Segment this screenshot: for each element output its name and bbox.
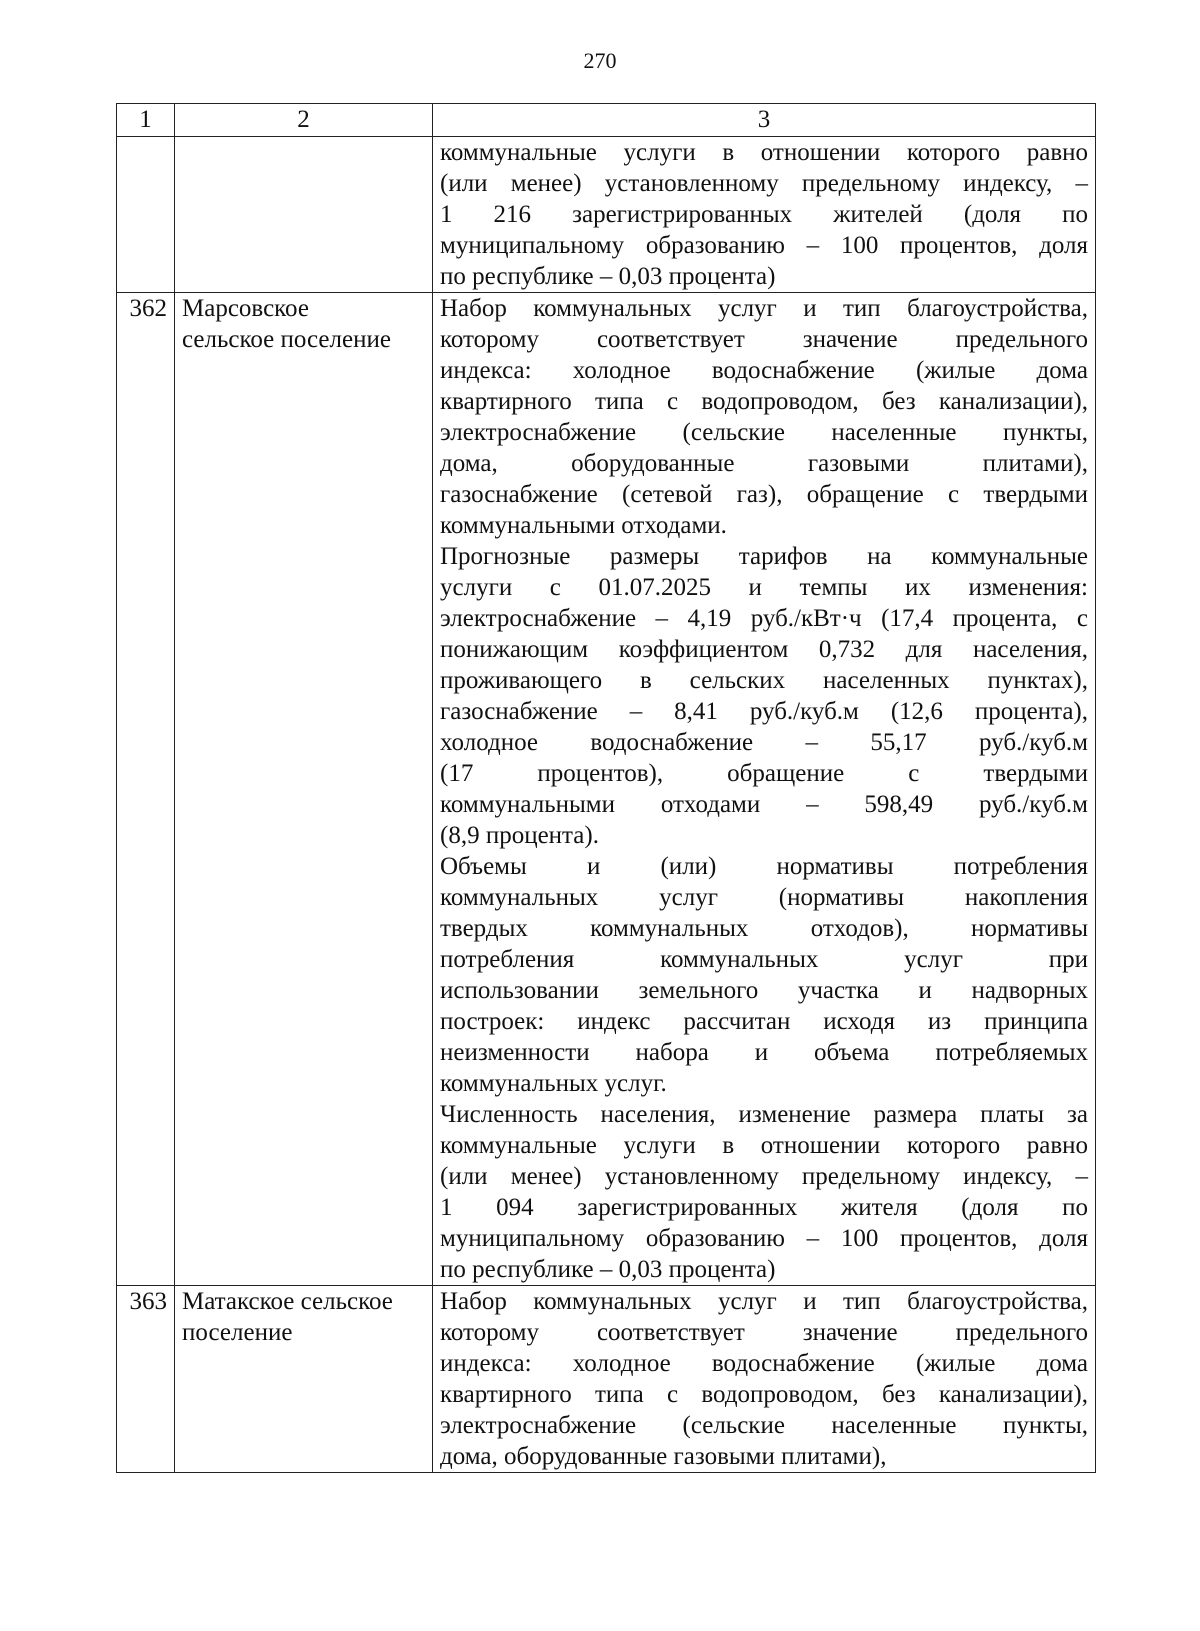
text-line: дома, оборудованные газовыми плитами), <box>440 1443 887 1470</box>
text-line: индекса: холодное водоснабжение (жилые дома <box>440 1350 1088 1377</box>
text-line: 1 094 зарегистрированных жителя (доля по <box>440 1194 1088 1221</box>
row-number: 362 <box>117 293 175 1286</box>
content-paragraph-population <box>440 1099 1088 1285</box>
text-line: использовании земельного участка и надворных <box>440 977 1088 1004</box>
text-line: (8,9 процента). <box>440 822 599 849</box>
header-col-2: 2 <box>175 104 433 137</box>
text-line: (или менее) установленному предельному индексу, – <box>440 170 1088 197</box>
page-number: 270 <box>583 48 617 73</box>
text-line: квартирного типа с водопроводом, без канализации), <box>440 388 1088 415</box>
text-line: коммунальные услуги в отношении которого равно <box>440 139 1088 166</box>
text-line: 1 216 зарегистрированных жителей (доля по <box>440 201 1088 228</box>
text-line: по республике – 0,03 процента) <box>440 1256 776 1283</box>
text-line: электроснабжение – 4,19 руб./кВт·ч (17,4 процента, с <box>440 605 1088 632</box>
name-line: Марсовское <box>182 295 309 322</box>
text-line: неизменности набора и объема потребляемых <box>440 1039 1088 1066</box>
text-line: Прогнозные размеры тарифов на коммунальные <box>440 543 1088 570</box>
text-line: холодное водоснабжение – 55,17 руб./куб.м <box>440 729 1088 756</box>
text-line: коммунальными отходами. <box>440 512 727 539</box>
text-line: проживающего в сельских населенных пунктах), <box>440 667 1088 694</box>
row-content <box>433 137 1096 293</box>
row-number: 363 <box>117 1286 175 1473</box>
content-paragraph-services <box>440 293 1088 541</box>
text-line: дома, оборудованные газовыми плитами), <box>440 450 1088 477</box>
text-line: по республике – 0,03 процента) <box>440 263 776 290</box>
text-line: коммунальных услуг. <box>440 1070 667 1097</box>
text-line: коммунальных услуг (нормативы накопления <box>440 884 1088 911</box>
table-row-362 <box>117 293 1096 1286</box>
text-line: (или менее) установленному предельному индексу, – <box>440 1163 1088 1190</box>
name-line: сельское поселение <box>182 326 391 353</box>
text-line: Объемы и (или) нормативы потребления <box>440 853 1088 880</box>
table-row-363 <box>117 1286 1096 1473</box>
text-line: Набор коммунальных услуг и тип благоустройства, <box>440 1288 1088 1315</box>
text-line: муниципальному образованию – 100 процентов, доля <box>440 1225 1088 1252</box>
text-line: построек: индекс рассчитан исходя из принципа <box>440 1008 1088 1035</box>
row-number <box>117 137 175 293</box>
municipality-name <box>175 293 433 1286</box>
content-paragraph <box>440 137 1088 292</box>
text-line: твердых коммунальных отходов), нормативы <box>440 915 1088 942</box>
text-line: понижающим коэффициентом 0,732 для населения, <box>440 636 1088 663</box>
text-line: электроснабжение (сельские населенные пункты, <box>440 1412 1088 1439</box>
content-paragraph-tariffs <box>440 541 1088 851</box>
row-content <box>433 1286 1096 1473</box>
text-line: муниципальному образованию – 100 процентов, доля <box>440 232 1088 259</box>
document-table <box>116 103 1096 1473</box>
table-row-continuation <box>117 137 1096 293</box>
text-line: Набор коммунальных услуг и тип благоустройства, <box>440 295 1088 322</box>
text-line: которому соответствует значение предельного <box>440 1319 1088 1346</box>
name-line: поселение <box>182 1319 293 1346</box>
text-line: услуги с 01.07.2025 и темпы их изменения: <box>440 574 1088 601</box>
text-line: электроснабжение (сельские населенные пункты, <box>440 419 1088 446</box>
text-line: газоснабжение – 8,41 руб./куб.м (12,6 процента), <box>440 698 1088 725</box>
content-paragraph-norms <box>440 851 1088 1099</box>
municipality-name <box>175 1286 433 1473</box>
text-line: квартирного типа с водопроводом, без канализации), <box>440 1381 1088 1408</box>
header-col-3: 3 <box>433 104 1096 137</box>
text-line: которому соответствует значение предельного <box>440 326 1088 353</box>
text-line: индекса: холодное водоснабжение (жилые дома <box>440 357 1088 384</box>
text-line: коммунальные услуги в отношении которого равно <box>440 1132 1088 1159</box>
text-line: коммунальными отходами – 598,49 руб./куб.м <box>440 791 1088 818</box>
text-line: (17 процентов), обращение с твердыми <box>440 760 1088 787</box>
name-line: Матакское сельское <box>182 1288 393 1315</box>
header-row <box>117 104 1096 137</box>
municipality-name <box>175 137 433 293</box>
text-line: Численность населения, изменение размера платы за <box>440 1101 1088 1128</box>
header-col-1: 1 <box>117 104 175 137</box>
text-line: потребления коммунальных услуг при <box>440 946 1088 973</box>
content-paragraph-services <box>440 1286 1088 1472</box>
row-content <box>433 293 1096 1286</box>
text-line: газоснабжение (сетевой газ), обращение с твердыми <box>440 481 1088 508</box>
